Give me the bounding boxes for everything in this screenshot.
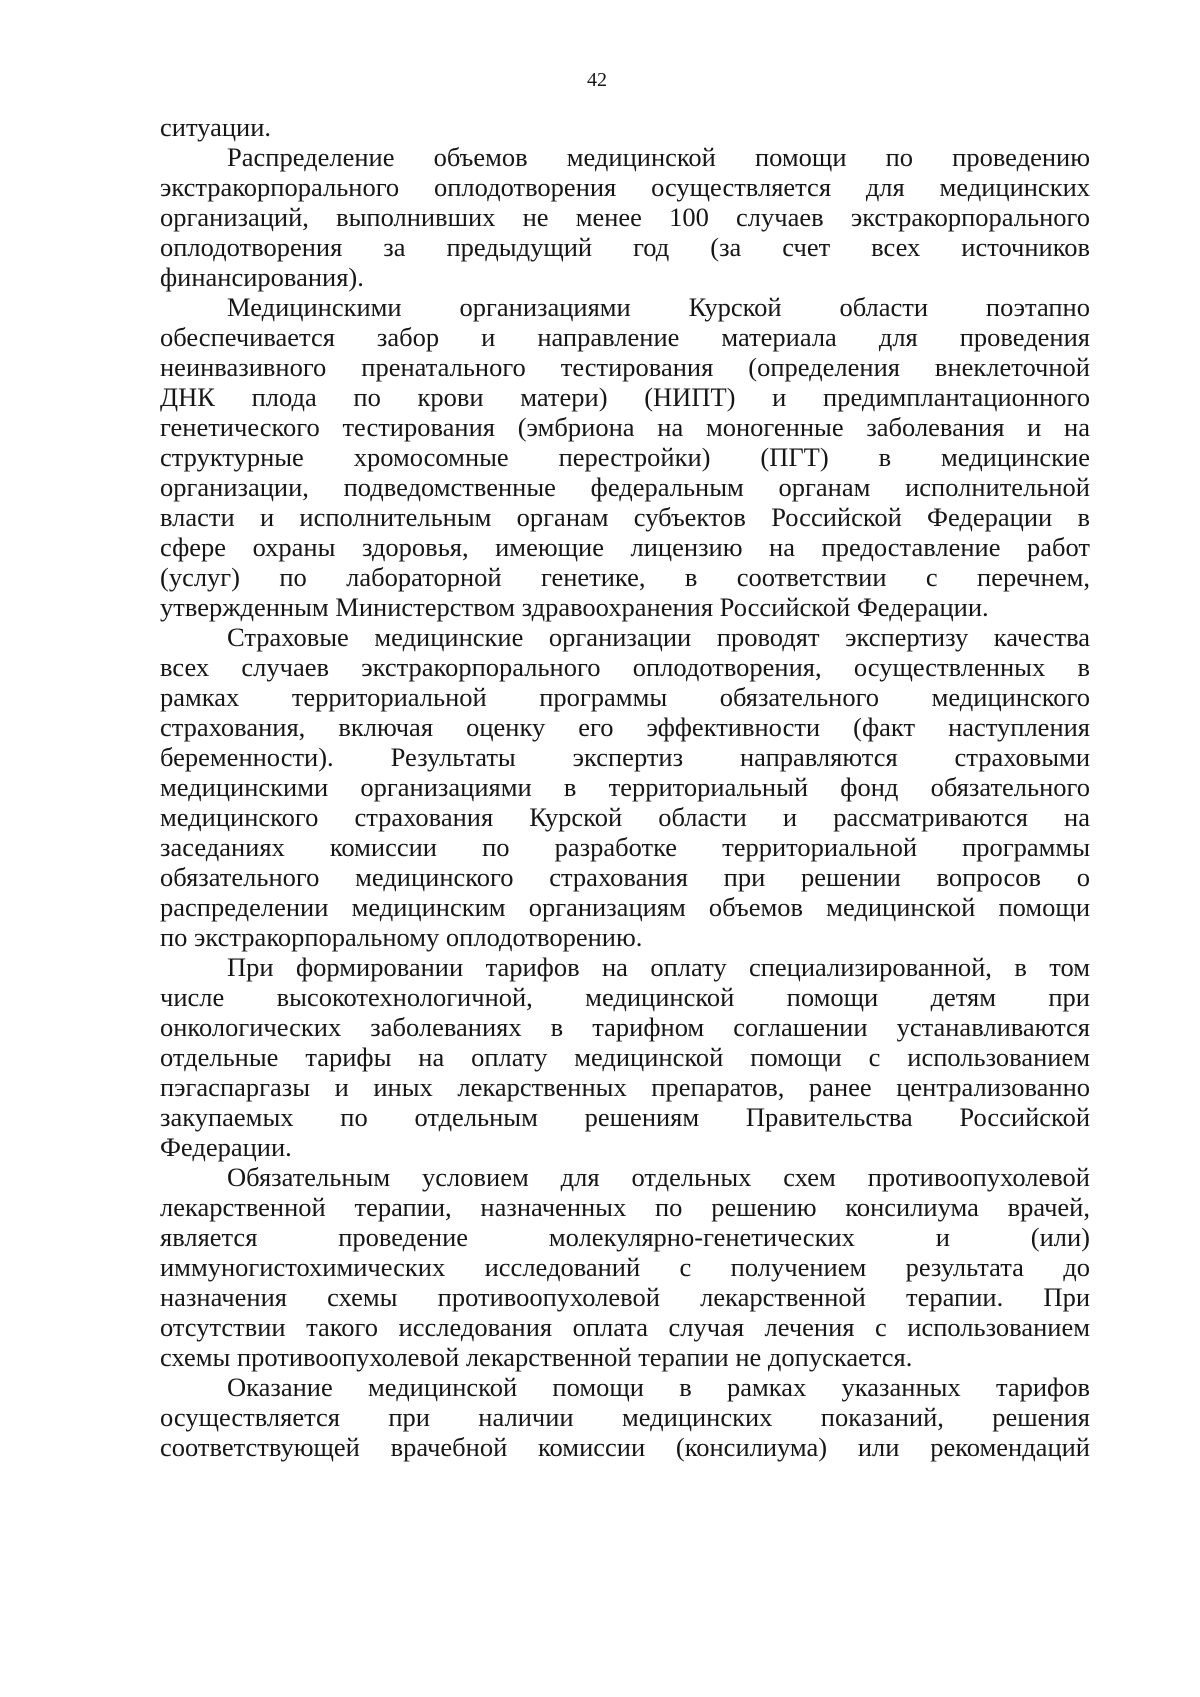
paragraph-mandatory-condition	[160, 1162, 1090, 1372]
text-line: является проведение молекулярно-генетических и (или)	[160, 1222, 1090, 1252]
text-line: оплодотворения за предыдущий год (за счет всех источников	[160, 232, 1090, 262]
text-line: Оказание медицинской помощи в рамках указанных тарифов	[227, 1372, 1090, 1402]
text-line: организации, подведомственные федеральным органам исполнительной	[160, 472, 1090, 502]
text-line: заседаниях комиссии по разработке территориальной программы	[160, 832, 1090, 862]
text-line: (услуг) по лабораторной генетике, в соответствии с перечнем,	[160, 562, 1090, 592]
text-line: онкологических заболеваниях в тарифном соглашении устанавливаются	[160, 1012, 1090, 1042]
text-line: иммуногистохимических исследований с получением результата до	[160, 1252, 1090, 1282]
text-line: Распределение объемов медицинской помощи по проведению	[227, 142, 1090, 172]
paragraph-eco-distribution	[160, 142, 1090, 292]
text-line: медицинскими организациями в территориальный фонд обязательного	[160, 772, 1090, 802]
document-body	[160, 112, 1090, 1462]
text-line: Страховые медицинские организации проводят экспертизу качества	[227, 622, 1090, 652]
text-line: обеспечивается забор и направление материала для проведения	[160, 322, 1090, 352]
text-line: закупаемых по отдельным решениям Правительства Российской	[160, 1102, 1090, 1132]
text-line: рамках территориальной программы обязательного медицинского	[160, 682, 1090, 712]
text-line: Федерации.	[160, 1132, 292, 1162]
text-line: лекарственной терапии, назначенных по решению консилиума врачей,	[160, 1192, 1090, 1222]
text-line: Обязательным условием для отдельных схем противоопухолевой	[227, 1162, 1090, 1192]
page-number: 42	[587, 69, 607, 91]
text-line: неинвазивного пренатального тестирования (определения внеклеточной	[160, 352, 1090, 382]
text-line: обязательного медицинского страхования при решении вопросов о	[160, 862, 1090, 892]
paragraph-care-provision	[160, 1372, 1090, 1462]
text-line: числе высокотехнологичной, медицинской помощи детям при	[160, 982, 1090, 1012]
text-line: генетического тестирования (эмбриона на моногенные заболевания и на	[160, 412, 1090, 442]
text-line: осуществляется при наличии медицинских показаний, решения	[160, 1402, 1090, 1432]
text-line: ситуации.	[160, 112, 272, 142]
text-line: власти и исполнительным органам субъектов Российской Федерации в	[160, 502, 1090, 532]
text-line: сфере охраны здоровья, имеющие лицензию на предоставление работ	[160, 532, 1090, 562]
paragraph-tariffs	[160, 952, 1090, 1162]
text-line: всех случаев экстракорпорального оплодотворения, осуществленных в	[160, 652, 1090, 682]
text-line: организаций, выполнивших не менее 100 случаев экстракорпорального	[160, 202, 1090, 232]
text-line: структурные хромосомные перестройки) (ПГТ) в медицинские	[160, 442, 1090, 472]
text-line: отдельные тарифы на оплату медицинской помощи с использованием	[160, 1042, 1090, 1072]
text-line: отсутствии такого исследования оплата случая лечения с использованием	[160, 1312, 1090, 1342]
text-line: утвержденным Министерством здравоохранения Российской Федерации.	[160, 592, 989, 622]
text-line: распределении медицинским организациям объемов медицинской помощи	[160, 892, 1090, 922]
text-line: Медицинскими организациями Курской области поэтапно	[227, 292, 1090, 322]
text-line: беременности). Результаты экспертиз направляются страховыми	[160, 742, 1090, 772]
text-line: экстракорпорального оплодотворения осуществляется для медицинских	[160, 172, 1090, 202]
paragraph-insurance-expertise	[160, 622, 1090, 952]
text-line: ДНК плода по крови матери) (НИПТ) и предимплантационного	[160, 382, 1090, 412]
text-line: по экстракорпоральному оплодотворению.	[160, 922, 643, 952]
text-line: страхования, включая оценку его эффективности (факт наступления	[160, 712, 1090, 742]
text-line: пэгаспаргазы и иных лекарственных препаратов, ранее централизованно	[160, 1072, 1090, 1102]
paragraph-continuation	[160, 112, 1090, 142]
paragraph-genetic-testing	[160, 292, 1090, 622]
text-line: назначения схемы противоопухолевой лекарственной терапии. При	[160, 1282, 1090, 1312]
text-line: схемы противоопухолевой лекарственной терапии не допускается.	[160, 1342, 913, 1372]
text-line: соответствующей врачебной комиссии (консилиума) или рекомендаций	[160, 1432, 1090, 1462]
text-line: медицинского страхования Курской области и рассматриваются на	[160, 802, 1090, 832]
text-line: финансирования).	[160, 262, 364, 292]
text-line: При формировании тарифов на оплату специализированной, в том	[227, 952, 1090, 982]
